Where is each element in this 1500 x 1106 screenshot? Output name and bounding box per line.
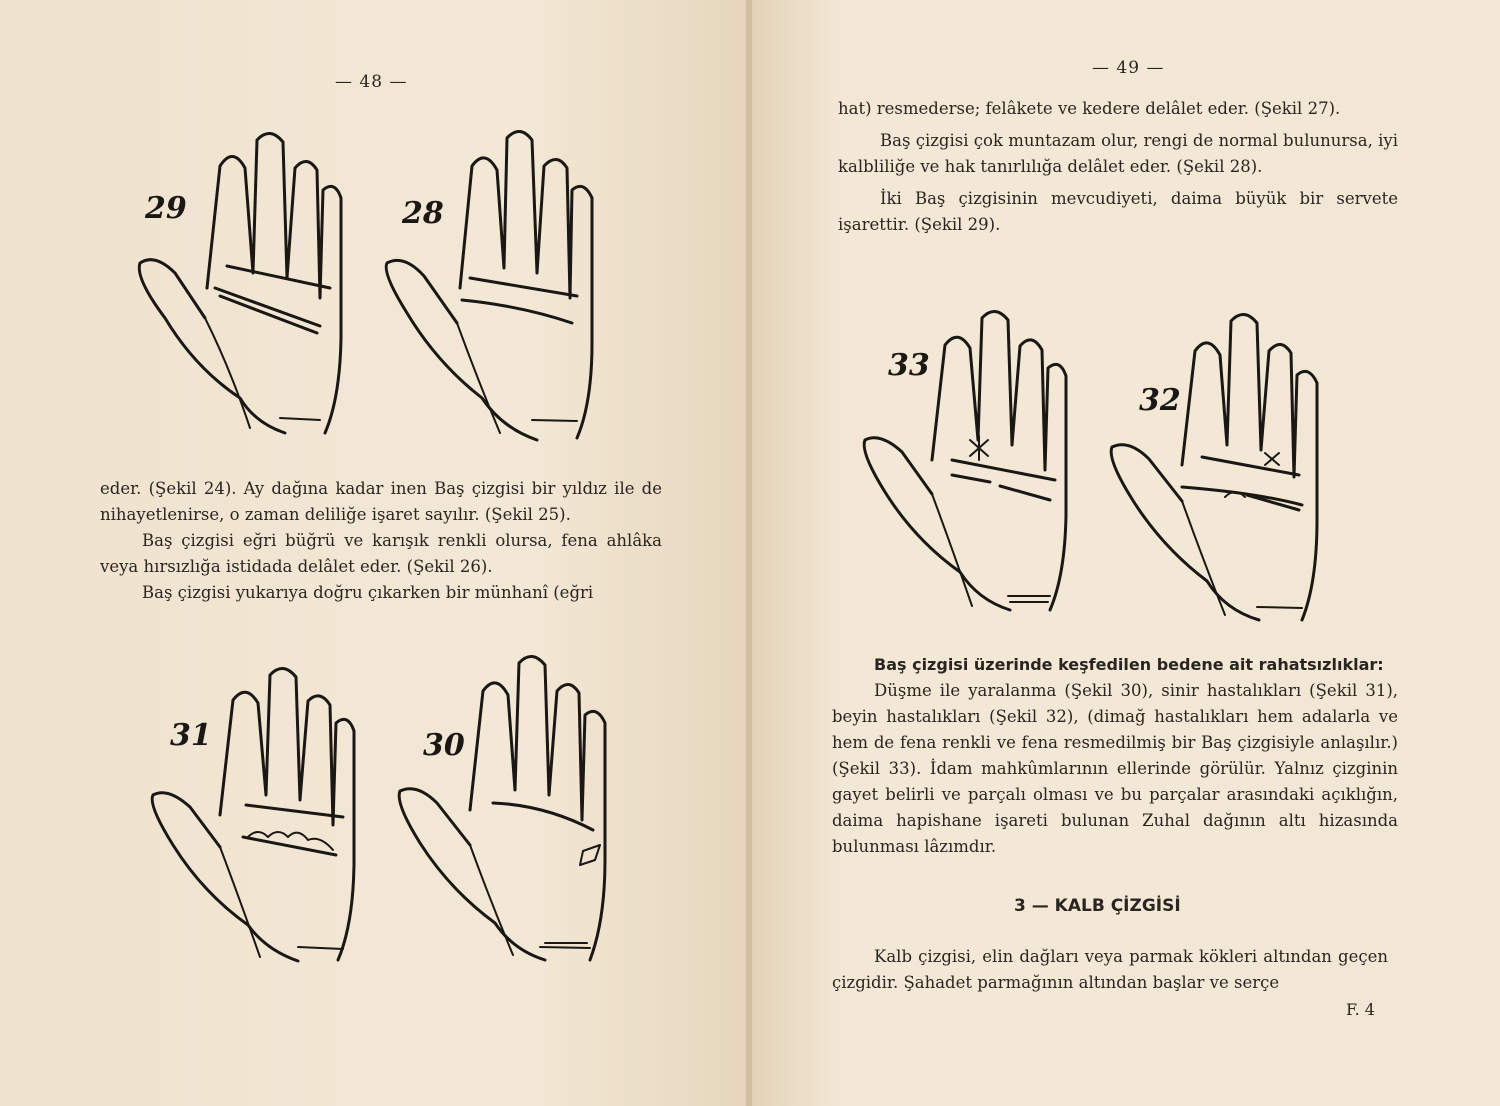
right-page bbox=[752, 0, 1500, 1106]
paragraph: eder. (Şekil 24). Ay dağına kadar inen Baş çizgisi bir yıldız ile de nihayetlenirse, o zaman deliliğe işaret sayılır. (Şekil 25). bbox=[100, 479, 662, 524]
paragraph: İki Baş çizgisinin mevcudiyeti, daima büyük bir servete işarettir. (Şekil 29). bbox=[838, 189, 1398, 234]
left-text-block bbox=[100, 476, 662, 606]
hand-figure-30 bbox=[395, 655, 615, 965]
figure-label: 33 bbox=[888, 348, 930, 383]
right-text-mid bbox=[832, 652, 1398, 860]
hand-drawing bbox=[1107, 315, 1327, 625]
section-heading: 3 — KALB ÇİZGİSİ bbox=[1014, 896, 1181, 916]
figure-label: 28 bbox=[402, 196, 444, 231]
page-number: — 48 — bbox=[335, 72, 408, 92]
hand-drawing bbox=[148, 665, 363, 965]
hand-drawing bbox=[382, 128, 602, 443]
left-page bbox=[0, 0, 748, 1106]
paragraph: Baş çizgisi çok muntazam olur, rengi de normal bulunursa, iyi kalbliliğe ve hak tanırlılığa delâlet eder. (Şekil 28). bbox=[838, 131, 1398, 176]
subheading: Baş çizgisi üzerinde keşfedilen bedene ait rahatsızlıklar: bbox=[874, 655, 1384, 674]
hand-figure-28 bbox=[382, 128, 602, 443]
hand-figure-32 bbox=[1107, 315, 1327, 625]
hand-figure-31 bbox=[148, 665, 363, 965]
paragraph: Düşme ile yaralanma (Şekil 30), sinir hastalıkları (Şekil 31), beyin hastalıkları (Şekil 32), (dimağ hastalıkları hem adalarla ve hem de fena renkli ve fena resmedilmiş bir Baş çizgisiyle anlaşılır.) (Şekil 33). İdam mahkûmlarının ellerinde görülür. Yalnız çizginin gayet belirli ve parçalı olması ve bu parçalar arasındaki açıklığın, daima hapishane işareti bulunan Zuhal dağının altı hizasında bulunması lâzımdır. bbox=[832, 681, 1398, 856]
figure-label: 31 bbox=[170, 718, 212, 753]
hand-drawing bbox=[135, 128, 350, 443]
hand-figure-33 bbox=[860, 310, 1075, 615]
figure-label: 32 bbox=[1139, 383, 1181, 418]
paragraph: hat) resmederse; felâkete ve kedere delâlet eder. (Şekil 27). bbox=[838, 99, 1341, 118]
right-text-bottom bbox=[832, 944, 1388, 996]
right-text-top bbox=[838, 96, 1398, 238]
paragraph: Baş çizgisi yukarıya doğru çıkarken bir münhanî (eğri bbox=[142, 583, 594, 602]
figure-label: 29 bbox=[145, 191, 187, 226]
paragraph: Kalb çizgisi, elin dağları veya parmak kökleri altından geçen çizgidir. Şahadet parmağının altından başlar ve serçe bbox=[832, 947, 1388, 992]
paragraph: Baş çizgisi eğri büğrü ve karışık renkli olursa, fena ahlâka veya hırsızlığa istidada delâlet eder. (Şekil 26). bbox=[100, 531, 662, 576]
hand-drawing bbox=[860, 310, 1075, 615]
figure-label: 30 bbox=[423, 728, 465, 763]
hand-drawing bbox=[395, 655, 615, 965]
page-number: — 49 — bbox=[1092, 58, 1165, 78]
signature-mark: F. 4 bbox=[1346, 1000, 1375, 1019]
hand-figure-29 bbox=[135, 128, 350, 443]
